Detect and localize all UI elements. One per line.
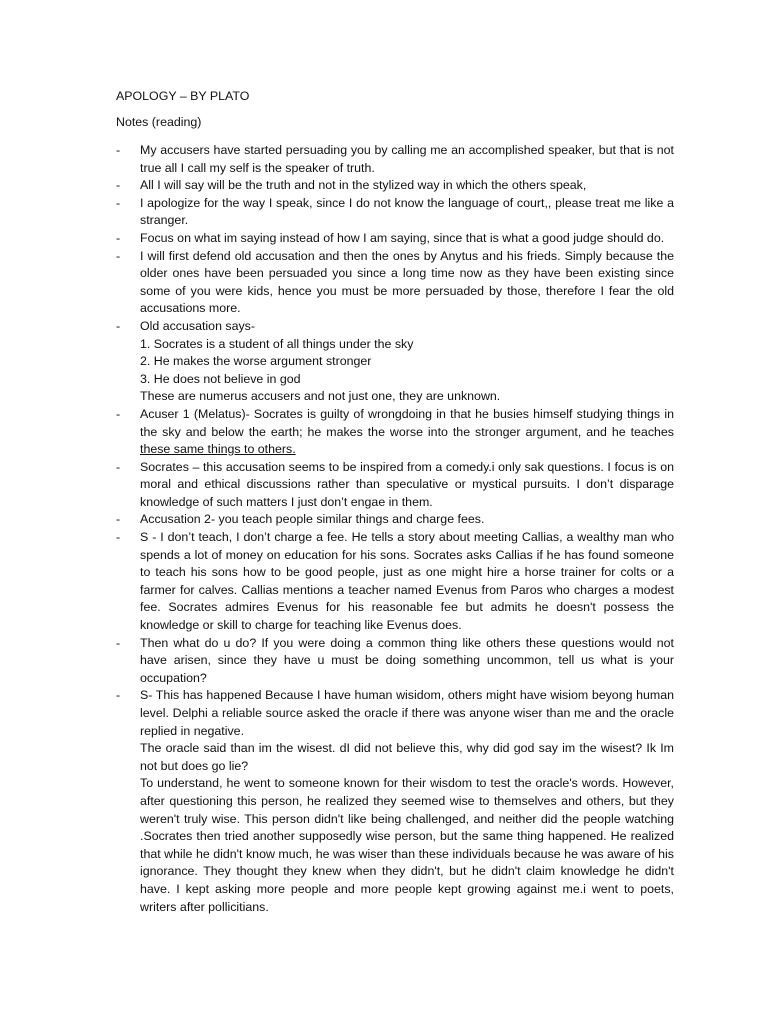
list-item [116,248,674,318]
list-item [116,687,674,916]
bullet-dash: - [116,512,121,527]
list-item [116,195,674,230]
list-item [116,511,674,529]
bullet-dash: - [116,195,121,210]
note-text: All I will say will be the truth and not in the stylized way in which the others speak, [140,178,587,193]
bullet-dash: - [116,635,121,650]
bullet-dash: - [116,248,121,263]
note-text: S- This has happened Because I have human wisidom, others might have wisiom beyong human level. Delphi a reliable source asked the oracle if there was anyone wiser than me and the oracle replied in negative. [140,688,674,738]
accusation-point-3: 3. He does not believe in god [140,371,301,386]
note-text: Accusation 2- you teach people similar things and charge fees. [140,512,485,527]
accusation-point-2: 2. He makes the worse argument stronger [140,354,372,369]
list-item [116,635,674,688]
list-item [116,459,674,512]
list-item [116,318,674,406]
note-text: Then what do u do? If you were doing a common thing like others these questions would not have arisen, since they have u must be doing something uncommon, tell us what is your occupation? [140,635,674,685]
note-text: S - I don’t teach, I don’t charge a fee. He tells a story about meeting Callias, a wealthy man who spends a lot of money on education for his sons. Socrates asks Callias if he has found someone to teach his sons how to be good people, just as one might hire a horse trainer for colts or a farmer for calves. Callias mentions a teacher named Evenus from Paros who charges a modest fee. Socrates admires Evenus for his reasonable fee but admits he doesn't possess the knowledge or skill to charge for teaching like Evenus does. [140,530,674,633]
underlined-phrase: these same things to others. [140,442,296,457]
note-text: Old accusation says- [140,318,256,333]
list-item [116,406,674,459]
bullet-dash: - [116,230,121,245]
note-text [140,406,674,459]
notes-list [116,142,674,916]
list-item [116,529,674,635]
bullet-dash: - [116,459,121,474]
bullet-dash: - [116,406,121,421]
accusers-note: These are numerus accusers and not just one, they are unknown. [140,389,501,404]
bullet-dash: - [116,178,121,193]
accusation-point-1: 1. Socrates is a student of all things under the sky [140,336,414,351]
bullet-dash: - [116,318,121,333]
note-text: Focus on what im saying instead of how I am saying, since that is what a good judge should do. [140,230,665,245]
list-item [116,177,674,195]
note-paragraph: The oracle said than im the wisest. dI did not believe this, why did god say im the wisest? Ik Im not but does go lie? [140,741,674,773]
note-text-main: Acuser 1 (Melatus)- Socrates is guilty of wrongdoing in that he busies himself studying things in the sky and below the earth; he makes the worse into the stronger argument, and he teaches [140,406,674,439]
note-paragraph: To understand, he went to someone known for their wisdom to test the oracle's words. However, after questioning this person, he realized they seemed wise to themselves and others, but they weren't truly wise. This person didn't like being challenged, and neither did the people watching .Socrates then tried another supposedly wise person, but the same thing happened. He realized that while he didn't know much, he was wiser than these individuals because he was aware of his ignorance. They thought they knew when they didn't, but he didn't claim knowledge he didn't have. I kept asking more people and more people kept growing against me.i went to poets, writers after pollicitians. [140,776,674,914]
document-subtitle: Notes (reading) [116,115,202,129]
note-text: I apologize for the way I speak, since I do not know the language of court,, please treat me like a stranger. [140,195,674,228]
note-text: Socrates – this accusation seems to be inspired from a comedy.i only sak questions. I focus is on moral and ethical discussions rather than speculative or mystical pursuits. I don’t disparage knowledge of such matters I just don’t engae in them. [140,459,674,509]
note-text: My accusers have started persuading you by calling me an accomplished speaker, but that is not true all I call my self is the speaker of truth. [140,143,674,175]
bullet-dash: - [116,143,121,157]
list-item [116,230,674,248]
bullet-dash: - [116,688,121,703]
document-title: APOLOGY – BY PLATO [116,89,250,103]
list-item [116,142,674,177]
note-text: I will first defend old accusation and then the ones by Anytus and his frieds. Simply because the older ones have been persuaded you since a long time now as they have been existing since some of you were kids, hence you must be more persuaded by those, therefore I fear the old accusations more. [140,248,674,316]
bullet-dash: - [116,530,121,545]
